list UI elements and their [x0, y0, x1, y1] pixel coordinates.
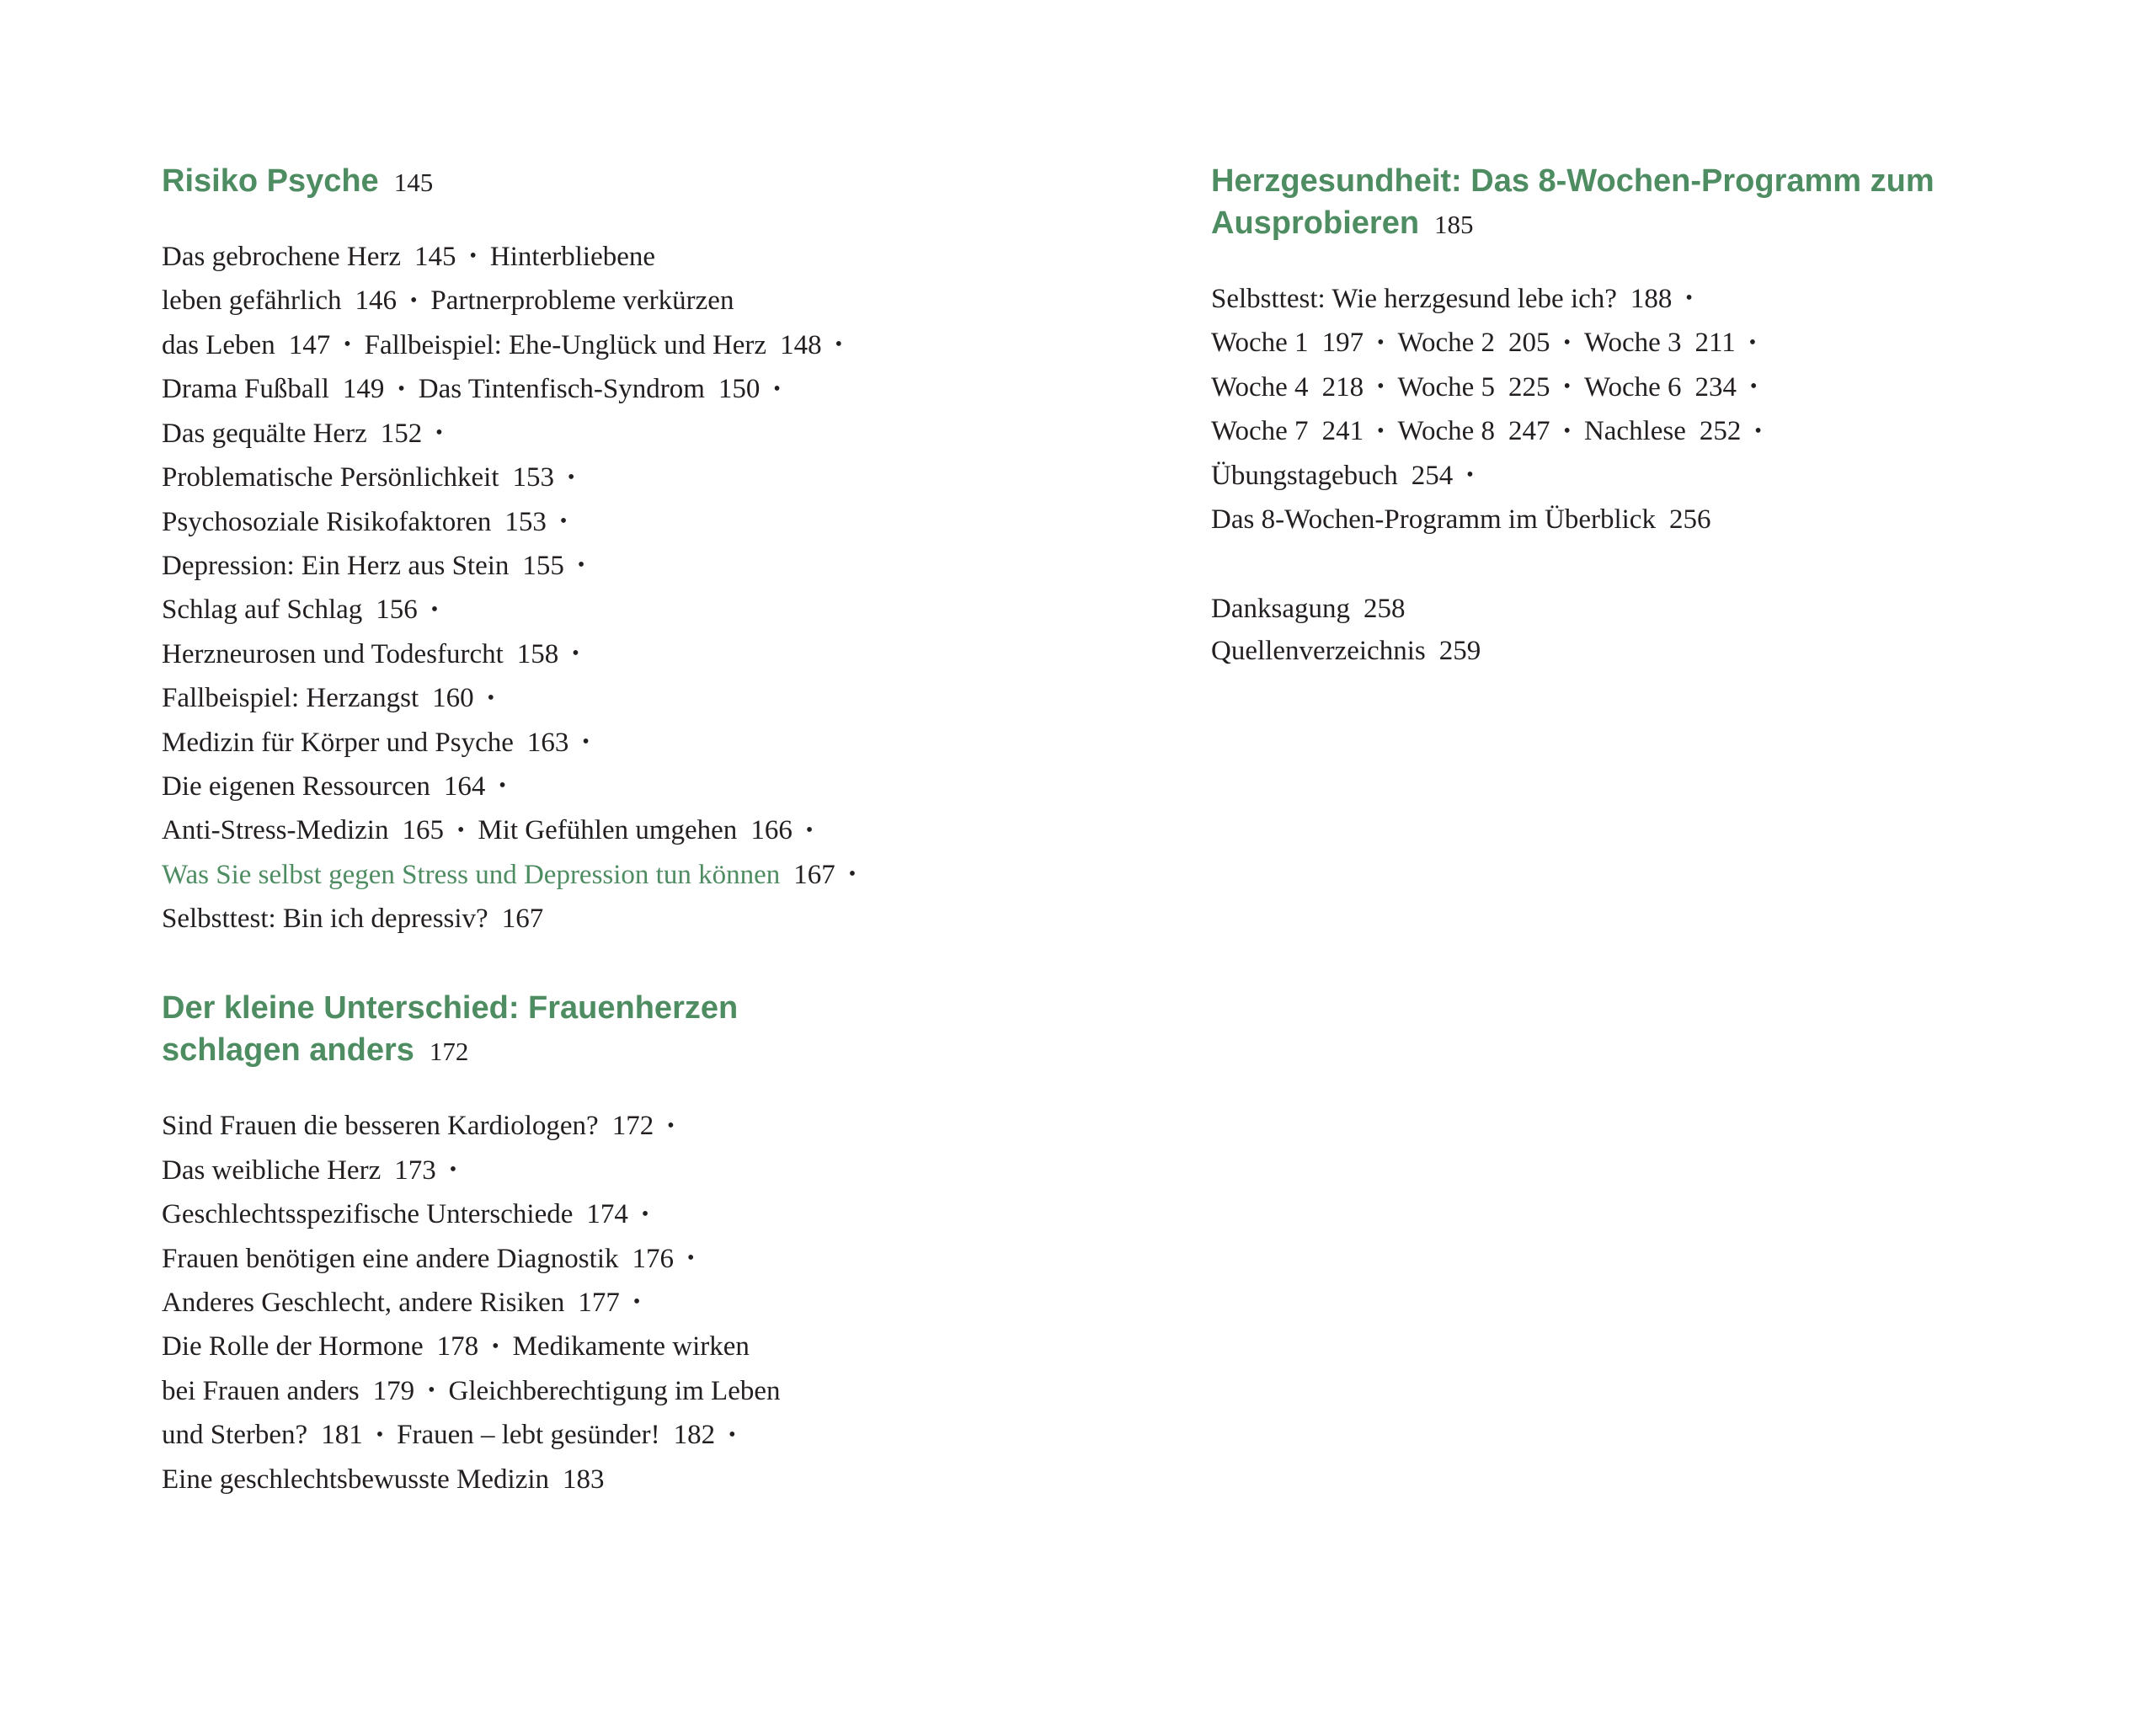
toc-entry-title: Woche 6: [1583, 371, 1682, 403]
toc-entry-page: 158: [516, 638, 559, 669]
section-heading: [162, 160, 1130, 204]
toc-left-column: [162, 160, 1130, 1548]
toc-entry-page: 152: [380, 418, 423, 449]
toc-line: [162, 1193, 1130, 1237]
toc-section-risiko-psyche: [162, 160, 1130, 940]
toc-entry-page: 211: [1694, 328, 1736, 359]
bullet-separator: [773, 368, 780, 410]
toc-entry-page: 164: [443, 771, 486, 803]
toc-entry-page: 225: [1508, 371, 1550, 403]
toc-line: [162, 456, 1130, 500]
toc-entries: [1211, 278, 2121, 541]
toc-line: [162, 1149, 1130, 1193]
toc-entry[interactable]: [162, 1376, 414, 1406]
toc-entry-title: Das gebrochene Herz: [162, 242, 402, 272]
toc-right-column: [1211, 160, 2121, 719]
bullet-separator: [431, 589, 438, 631]
toc-line: [162, 854, 1130, 898]
toc-entry[interactable]: [162, 1244, 674, 1274]
section-title-line-1: Der kleine Unterschied: Frauenherzen: [162, 990, 739, 1026]
bullet-separator: [1564, 322, 1571, 364]
toc-entry-page: 149: [342, 374, 385, 405]
toc-entries: [162, 1105, 1130, 1500]
toc-entry-title: Woche 2: [1397, 328, 1496, 359]
toc-entry-page: 147: [288, 329, 331, 360]
bullet-separator: [633, 1281, 640, 1323]
toc-entry-title: Das 8-Wochen-Programm im Überblick: [1211, 504, 1656, 536]
bullet-separator: [344, 323, 350, 365]
toc-entry-title: Sind Frauen die besseren Kardiologen?: [162, 1111, 599, 1142]
toc-entry-title: bei Frauen anders: [162, 1375, 360, 1406]
bullet-separator: [499, 765, 505, 807]
toc-entry[interactable]: [162, 639, 558, 669]
bullet-separator: [687, 1237, 694, 1279]
toc-section-appendix: [1211, 588, 2121, 672]
bullet-separator: [376, 1414, 383, 1456]
toc-line: [162, 677, 1130, 721]
bullet-separator: [410, 280, 417, 322]
toc-entry[interactable]: [162, 1111, 654, 1141]
toc-entry-page: 153: [512, 462, 554, 493]
bullet-separator: [1377, 322, 1384, 364]
toc-entry-title: Quellenverzeichnis: [1211, 636, 1426, 667]
bullet-separator: [492, 1325, 499, 1368]
toc-line: [162, 1414, 1130, 1458]
toc-entry-page: 145: [414, 242, 456, 272]
toc-line: [1211, 588, 2121, 630]
toc-entry-title: Die Rolle der Hormone: [162, 1331, 424, 1362]
bullet-separator: [1564, 410, 1571, 452]
toc-entry-page: 188: [1630, 284, 1673, 314]
toc-entry[interactable]: [162, 1331, 478, 1362]
toc-entry[interactable]: [1211, 636, 1481, 666]
toc-entry-title: das Leben: [162, 329, 275, 360]
toc-entry-title: Schlag auf Schlag: [162, 595, 363, 626]
toc-entry-page: 177: [578, 1288, 620, 1319]
bullet-separator: [572, 632, 579, 675]
toc-entry-title: Fallbeispiel: Herzangst: [162, 683, 419, 714]
toc-entry-title: Drama Fußball: [162, 374, 329, 405]
bullet-separator: [667, 1105, 674, 1147]
toc-entry-title: Gleichberechtigung im Leben: [448, 1375, 781, 1406]
toc-entry-title: Nachlese: [1583, 416, 1686, 447]
toc-entry-title: Das gequälte Herz: [162, 418, 367, 449]
toc-entry-title: Frauen – lebt gesünder!: [397, 1420, 660, 1451]
toc-entry-title: Hinterbliebene: [489, 242, 656, 272]
toc-entry[interactable]: [162, 551, 564, 581]
section-page-number: 185: [1434, 210, 1474, 239]
toc-entry-title: Woche 4: [1211, 371, 1309, 403]
toc-entry[interactable]: [162, 904, 543, 934]
toc-entry[interactable]: [162, 462, 554, 493]
bullet-separator: [428, 1369, 435, 1411]
toc-line: [162, 898, 1130, 940]
bullet-separator: [1377, 365, 1384, 408]
toc-line: [162, 1282, 1130, 1325]
toc-line: [162, 1458, 1130, 1501]
toc-entry-page: 218: [1321, 371, 1364, 403]
toc-entry-page: 172: [611, 1111, 654, 1142]
toc-line: [1211, 499, 2121, 541]
toc-entry-page: 234: [1694, 371, 1737, 403]
section-title-line-2: schlagen anders: [162, 1032, 414, 1069]
toc-entry-title: Selbsttest: Bin ich depressiv?: [162, 904, 488, 935]
toc-entry-title: Eine geschlechtsbewusste Medizin: [162, 1464, 550, 1495]
toc-entry[interactable]: [162, 1199, 628, 1229]
bullet-separator: [578, 544, 584, 586]
bullet-separator: [470, 235, 477, 277]
section-title-line-1: Herzgesundheit: Das 8-Wochen-Programm zum: [1211, 163, 1935, 199]
toc-entry[interactable]: [162, 242, 456, 272]
toc-line: [162, 501, 1130, 545]
toc-entry[interactable]: [162, 374, 384, 404]
toc-entry-title: Anti-Stress-Medizin: [162, 815, 389, 846]
bullet-separator: [849, 853, 856, 895]
toc-entry-title: Depression: Ein Herz aus Stein: [162, 550, 510, 581]
toc-entry-page: 197: [1321, 328, 1364, 359]
toc-section-frauenherzen: [162, 987, 1130, 1500]
toc-line: [1211, 322, 2121, 365]
toc-entry-page: 205: [1508, 328, 1550, 359]
toc-entry[interactable]: [448, 1376, 780, 1406]
toc-entry[interactable]: [1397, 416, 1550, 446]
bullet-separator: [1685, 277, 1692, 319]
toc-entry[interactable]: [1584, 372, 1737, 403]
bullet-separator: [806, 809, 813, 851]
toc-entry-title: Medikamente wirken: [512, 1331, 750, 1362]
toc-entry-page: 178: [436, 1331, 479, 1362]
toc-entry-title: Was Sie selbst gegen Stress und Depression tun können: [162, 859, 781, 890]
toc-entry-title: Woche 8: [1397, 416, 1496, 447]
toc-line: [162, 765, 1130, 809]
toc-entry[interactable]: [162, 419, 422, 449]
toc-entry-page: 165: [402, 815, 444, 846]
toc-entry[interactable]: [162, 1420, 363, 1450]
toc-entry-page: 146: [355, 285, 397, 317]
toc-entry[interactable]: [162, 683, 474, 713]
toc-entry-page: 166: [750, 815, 792, 846]
toc-entry-page: 148: [780, 329, 822, 360]
toc-entry[interactable]: [1584, 416, 1741, 446]
bullet-separator: [568, 456, 574, 499]
toc-entry-title: Problematische Persönlichkeit: [162, 462, 499, 493]
bullet-separator: [728, 1414, 735, 1456]
toc-entry[interactable]: [162, 1464, 605, 1495]
toc-entry-title: Das Tintenfisch-Syndrom: [418, 374, 705, 405]
toc-entry-title: Anderes Geschlecht, andere Risiken: [162, 1288, 565, 1319]
bullet-separator: [642, 1193, 648, 1235]
toc-line: [162, 1325, 1130, 1369]
toc-entry-title: Herzneurosen und Todesfurcht: [162, 638, 504, 669]
toc-entry[interactable]: [513, 1331, 750, 1362]
toc-entry-page: 176: [632, 1243, 674, 1274]
bullet-separator: [1564, 365, 1571, 408]
toc-entry-title: Das weibliche Herz: [162, 1154, 382, 1186]
toc-entry[interactable]: [490, 242, 655, 272]
toc-line: [162, 1105, 1130, 1149]
toc-entry[interactable]: [162, 507, 547, 537]
toc-entry-title: Woche 1: [1211, 328, 1309, 359]
toc-entry-title: und Sterben?: [162, 1420, 308, 1451]
toc-line: [162, 545, 1130, 589]
toc-line: [162, 324, 1130, 368]
toc-entry-page: 174: [586, 1199, 628, 1230]
toc-entry-title: Medizin für Körper und Psyche: [162, 727, 514, 758]
bullet-separator: [1754, 410, 1761, 452]
toc-entries: [162, 236, 1130, 940]
toc-entry[interactable]: [1211, 594, 1405, 624]
toc-line: [162, 413, 1130, 456]
bullet-separator: [1750, 365, 1757, 408]
toc-entry-page: 252: [1699, 416, 1742, 447]
toc-entry-title: Die eigenen Ressourcen: [162, 771, 430, 803]
toc-entry-page: 167: [793, 859, 835, 890]
toc-entry-page: 254: [1411, 460, 1454, 491]
toc-entry-page: 247: [1508, 416, 1550, 447]
toc-entry-page: 160: [432, 683, 474, 714]
toc-line: [162, 633, 1130, 677]
toc-entry[interactable]: [162, 771, 485, 802]
toc-entry-page: 156: [376, 595, 418, 626]
toc-entry[interactable]: [162, 728, 568, 758]
toc-entry-title: Danksagung: [1211, 594, 1350, 625]
toc-entry[interactable]: [162, 595, 418, 625]
toc-entry-title: Mit Gefühlen umgehen: [478, 815, 738, 846]
toc-line: [162, 1370, 1130, 1414]
bullet-separator: [435, 412, 442, 454]
toc-line: [162, 722, 1130, 765]
toc-line: [162, 1238, 1130, 1282]
toc-entry-page: 241: [1321, 416, 1364, 447]
bullet-separator: [457, 809, 464, 851]
toc-entry-page: 259: [1438, 636, 1481, 667]
toc-entry-title: Fallbeispiel: Ehe-Unglück und Herz: [364, 329, 767, 360]
section-page-number: 172: [429, 1037, 469, 1067]
bullet-separator: [488, 677, 494, 719]
section-title: Risiko Psyche: [162, 163, 379, 199]
bullet-separator: [450, 1149, 456, 1191]
toc-line: [162, 589, 1130, 632]
toc-entry[interactable]: [1397, 328, 1550, 358]
bullet-separator: [582, 721, 589, 763]
toc-line: [1211, 630, 2121, 672]
section-page-number: 145: [393, 168, 434, 197]
toc-entry-title: Frauen benötigen eine andere Diagnostik: [162, 1243, 619, 1274]
toc-entry-page: 150: [718, 374, 760, 405]
bullet-separator: [835, 323, 842, 365]
toc-entry-page: 173: [394, 1154, 436, 1186]
toc-line: [1211, 278, 2121, 322]
toc-entry[interactable]: [162, 1288, 620, 1318]
bullet-separator: [1466, 454, 1473, 496]
bullet-separator: [560, 500, 567, 542]
bullet-separator: [398, 368, 404, 410]
toc-entry[interactable]: [419, 374, 760, 404]
toc-line: [1211, 366, 2121, 410]
toc-entry[interactable]: [397, 1420, 715, 1450]
toc-entry-title: Selbsttest: Wie herzgesund lebe ich?: [1211, 284, 1617, 314]
toc-entry-page: 167: [501, 904, 544, 935]
toc-entry[interactable]: [162, 285, 397, 316]
toc-entry[interactable]: [162, 815, 444, 845]
toc-entry-page: 256: [1668, 504, 1711, 536]
toc-entry-page: 155: [522, 550, 564, 581]
toc-entry-page: 183: [563, 1464, 605, 1495]
toc-entry-title: Woche 3: [1583, 328, 1682, 359]
bullet-separator: [1377, 410, 1384, 452]
toc-entry[interactable]: [162, 860, 835, 890]
toc-entry[interactable]: [1211, 284, 1672, 314]
toc-entry-page: 181: [321, 1420, 363, 1451]
toc-entry[interactable]: [1211, 461, 1453, 491]
toc-entry-page: 179: [372, 1375, 415, 1406]
toc-entry[interactable]: [1211, 328, 1364, 358]
toc-entry[interactable]: [1397, 372, 1550, 403]
toc-entry[interactable]: [162, 1155, 436, 1186]
toc-entry[interactable]: [1211, 372, 1364, 403]
toc-line: [1211, 455, 2121, 499]
toc-line: [162, 368, 1130, 412]
toc-entry-title: Woche 7: [1211, 416, 1309, 447]
toc-section-8-wochen-programm: [1211, 160, 2121, 541]
section-heading: [162, 987, 1130, 1073]
toc-entry-page: 153: [504, 506, 547, 537]
toc-line: [1211, 410, 2121, 454]
toc-entry-title: Woche 5: [1397, 371, 1496, 403]
toc-line: [162, 809, 1130, 853]
toc-entry[interactable]: [365, 330, 822, 360]
toc-entry-page: 163: [526, 727, 569, 758]
toc-entry-title: Übungstagebuch: [1211, 460, 1398, 491]
section-heading: [1211, 160, 2121, 246]
toc-entry[interactable]: [1211, 416, 1364, 446]
toc-entry-title: Geschlechtsspezifische Unterschiede: [162, 1199, 574, 1230]
toc-entry[interactable]: [1584, 328, 1736, 358]
toc-line: [162, 280, 1130, 323]
toc-entry[interactable]: [162, 330, 330, 360]
toc-entry-title: leben gefährlich: [162, 285, 342, 317]
section-title-line-2: Ausprobieren: [1211, 205, 1420, 241]
toc-entry-title: Psychosoziale Risikofaktoren: [162, 506, 492, 537]
toc-entry[interactable]: [1211, 504, 1710, 535]
toc-line: [162, 236, 1130, 280]
toc-entry-page: 182: [673, 1420, 716, 1451]
toc-entry-page: 258: [1363, 594, 1406, 625]
toc-entry[interactable]: [430, 285, 734, 316]
bullet-separator: [1749, 322, 1756, 364]
toc-entry-title: Partnerprobleme verkürzen: [430, 285, 734, 317]
toc-entry[interactable]: [478, 815, 792, 845]
toc-entries: [1211, 588, 2121, 672]
